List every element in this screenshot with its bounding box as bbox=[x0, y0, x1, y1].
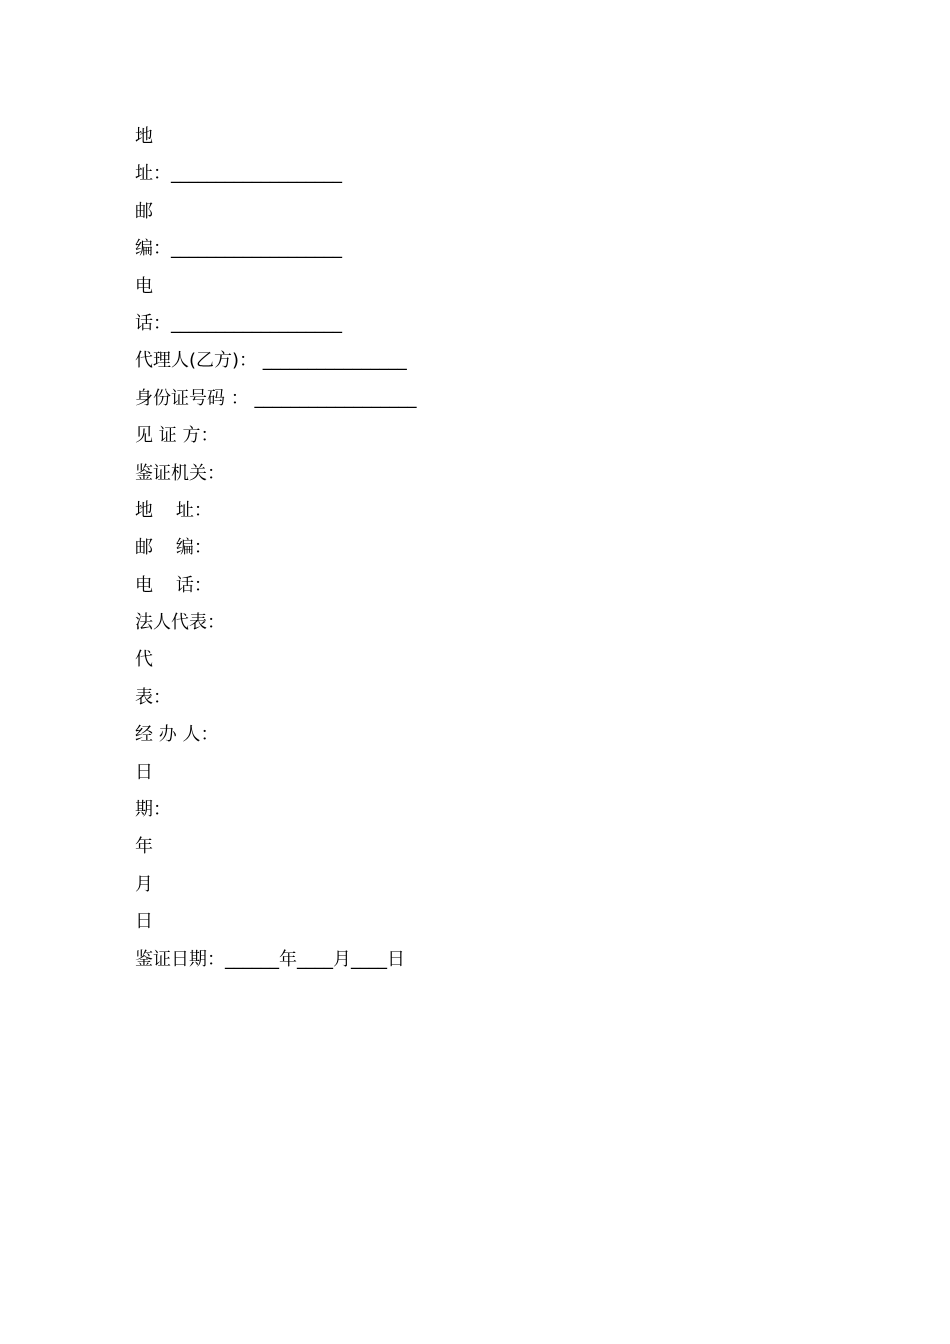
handler-label: 经 办 人： bbox=[135, 724, 219, 746]
authority-address-label: 地 址： bbox=[135, 499, 212, 521]
authority-phone-label: 电 话： bbox=[135, 574, 212, 596]
party-a-postcode-field: 编：___________________ bbox=[135, 238, 342, 260]
representative-label-part1: 代 bbox=[135, 649, 153, 671]
representative-label-part2: 表： bbox=[135, 686, 171, 708]
witness-label: 见 证 方： bbox=[135, 425, 219, 447]
date-label-part1: 日 bbox=[135, 761, 153, 783]
party-a-postcode-label-part1: 邮 bbox=[135, 200, 153, 222]
party-a-address-label-part1: 地 bbox=[135, 126, 153, 147]
agent-party-b-field: 代理人(乙方)： ________________ bbox=[135, 350, 407, 372]
date-label-part2: 期： bbox=[135, 799, 171, 821]
legal-representative-label: 法人代表： bbox=[135, 612, 225, 634]
party-a-address-field: 址：___________________ bbox=[135, 163, 342, 185]
authority-postcode-label: 邮 编： bbox=[135, 537, 212, 559]
party-a-phone-field: 话：___________________ bbox=[135, 312, 342, 334]
party-a-phone-label-part1: 电 bbox=[135, 275, 153, 297]
id-number-field: 身份证号码 ： __________________ bbox=[135, 387, 417, 409]
certification-date-field: 鉴证日期：______年____月____日 bbox=[135, 948, 405, 970]
document-page bbox=[135, 118, 835, 978]
date-year: 年 bbox=[135, 836, 153, 858]
date-month: 月 bbox=[135, 873, 153, 895]
date-day: 日 bbox=[135, 911, 153, 933]
certification-authority-label: 鉴证机关： bbox=[135, 462, 225, 484]
